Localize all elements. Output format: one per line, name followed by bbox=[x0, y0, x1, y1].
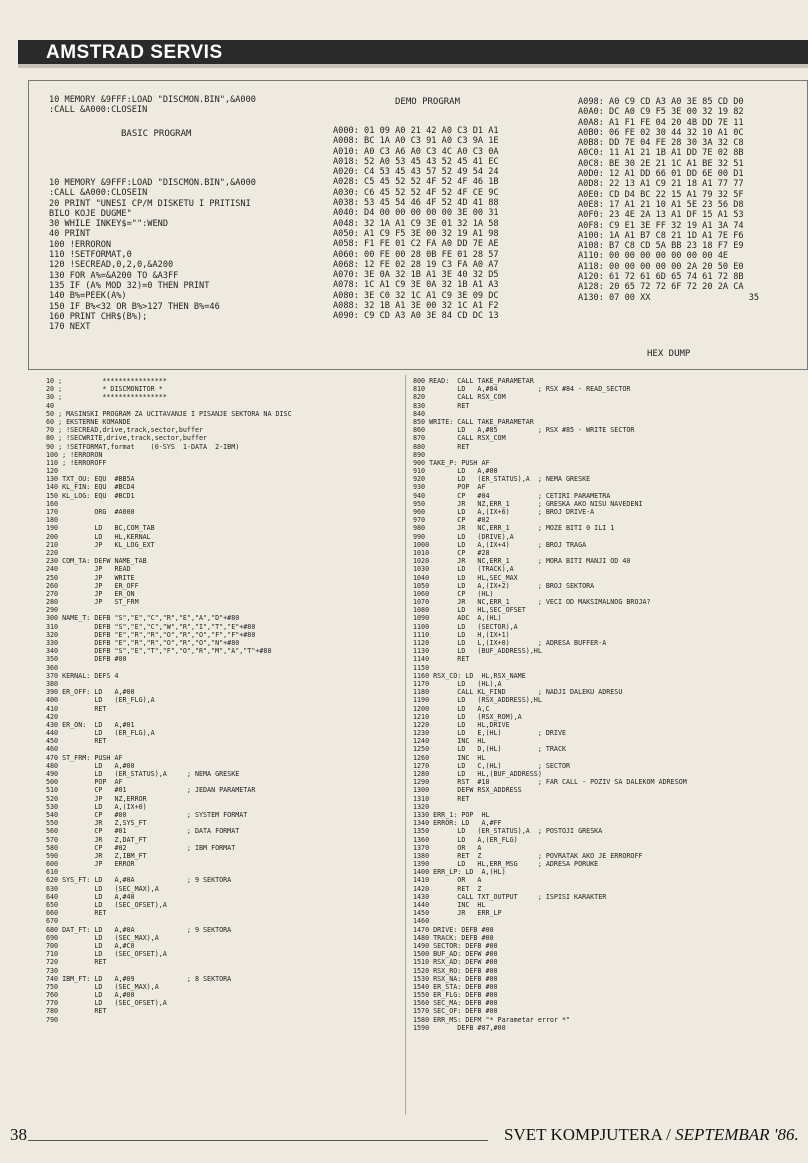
demo-hex-column: A000: 01 09 A0 21 42 A0 C3 D1 A1 A008: BC 1A A0 C3 91 A0 C3 9A 1E A010: A0 C3 A6 A0 C3 4C A0 C3 0A A018: 52 A0 53 45 43 52 45 41 EC A020: C4 53 45 43 57 52 49 54 24 A028: C5 45 52 52 4F 52 4F 46 1B A030: C6 45 52 52 4F 52 4F CE 9C A038: 53 45 54 46 4F 52 4D 41 88 A040: D4 00 00 00 00 00 3E 00 31 A048: 32 1A A1 C9 3E 01 32 1A 58 A050: A1 C9 F5 3E 00 32 19 A1 98 A058: F1 FE 01 C2 FA A0 DD 7E AE A060: 00 FE 00 28 0B FE 01 28 57 A068: 12 FE 02 28 19 C3 FA A0 A7 A070: 3E 0A 32 1B A1 3E 40 32 D5 A078: 1C A1 C9 3E 0A 32 1B A1 A3 A080: 3E C0 32 1C A1 C9 3E 09 DC A088: 32 1B A1 3E 00 32 1C A1 F2 A090: C9 CD A3 A0 3E 84 CD DC 13 bbox=[333, 126, 499, 322]
page-number: 38 bbox=[10, 1125, 27, 1144]
section-header bbox=[18, 40, 808, 68]
basic-listing-short: 10 MEMORY &9FFF:LOAD "DISCMON.BIN",&A000 :CALL &A000:CLOSEIN bbox=[49, 95, 256, 116]
hex-dump-column: A098: A0 C9 CD A3 A0 3E 85 CD D0 A0A0: DC A0 C9 F5 3E 00 32 19 82 A0A8: A1 F1 FE 04 20 4B DD 7E 11 A0B0: 06 FE 02 30 44 32 10 A1 0C A0B8: DD 7E 04 FE 28 30 3A 32 C8 A0C0: 11 A1 21 1B A1 DD 7E 02 8B A0C8: BE 30 2E 21 1C A1 BE 32 51 A0D0: 12 A1 DD 66 01 DD 6E 00 D1 A0D8: 22 13 A1 C9 21 18 A1 77 77 A0E0: CD D4 BC 22 15 A1 79 32 5F A0E8: 17 A1 21 10 A1 5E 23 56 D8 A0F0: 23 4E 2A 13 A1 DF 15 A1 53 A0F8: C9 E1 3E FF 32 19 A1 3A 74 A100: 1A A1 B7 C8 21 1D A1 7E F6 A108: B7 C8 CD 5A BB 23 18 F7 E9 A110: 00 00 00 00 00 00 00 4E A118: 00 00 00 00 00 2A 20 50 E0 A120: 61 72 61 6D 65 74 61 72 8B A128: 20 65 72 72 6F 72 20 2A CA A130: 07 00 XX 35 bbox=[578, 97, 760, 303]
section-title: AMSTRAD SERVIS bbox=[46, 42, 223, 63]
issue-date: SEPTEMBAR '86. bbox=[675, 1125, 799, 1144]
basic-program-label: BASIC PROGRAM bbox=[121, 129, 192, 139]
assembler-listing-left: 10 ; **************** 20 ; * DISCMONITOR * 30 ; **************** 40 50 ; MASINSKI PROGRAM ZA UCITAVANJE I PISANJE SEKTORA NA DISC 60 ; EKSTERNE KOMANDE 70 ; !SECREAD,drive,track,sector,buffer 80 ; !SECWRITE,drive,track,sector,buffer 90 ; !SETFORMAT,format (0-SYS 1-DATA 2-IBM) 100 ; !ERRORON 110 ; !ERROROFF 120 130 TXT_OU: EQU #BB5A 140 KL_FIN: EQU #BCD4 150 KL_LOG: EQU #BCD1 160 170 ORG #A000 180 190 LD BC,COM_TAB 200 LD HL,KERNAL 210 JP KL_LOG_EXT 220 230 COM_TA: DEFW NAME_TAB 240 JP READ 250 JP WRITE 260 JP ER_OFF 270 JP ER_ON 280 JP ST_FRM 290 300 NAME_T: DEFB "S","E","C","R","E","A","D"+#80 310 DEFB "S","E","C","W","R","I","T","E"+#80 320 DEFB "E","R","R","O","R","O","F","F"+#80 330 DEFB "E","R","R","O","R","O","N"+#80 340 DEFB "S","E","T","F","O","R","M","A","T"+#80 350 DEFB #00 360 370 KERNAL: DEFS 4 380 390 ER_OFF: LD A,#00 400 LD (ER_FLG),A 410 RET 420 430 ER_ON: LD A,#01 440 LD (ER_FLG),A 450 RET 460 470 ST_FRM: PUSH AF 480 LD A,#00 490 LD (ER_STATUS),A ; NEMA GRESKE 500 POP AF 510 CP #01 ; JEDAN PARAMETAR 520 JP NZ,ERROR 530 LD A,(IX+0) 540 CP #00 ; SYSTEM FORMAT 550 JR Z,SYS_FT 560 CP #01 ; DATA FORMAT 570 JR Z,DAT_FT 580 CP #02 ; IBM FORMAT 590 JR Z,IBM_FT 600 JP ERROR 610 620 SYS_FT: LD A,#0A ; 9 SEKTORA 630 LD (SEC_MAX),A 640 LD A,#40 650 LD (SEC_OFSET),A 660 RET 670 680 DAT_FT: LD A,#0A ; 9 SEKTORA 690 LD (SEC_MAX),A 700 LD A,#C0 710 LD (SEC_OFSET),A 720 RET 730 740 IBM_FT: LD A,#09 ; 8 SEKTORA 750 LD (SEC_MAX),A 760 LD A,#00 770 LD (SEC_OFSET),A 780 RET 790 bbox=[46, 377, 292, 1024]
footer-rule bbox=[28, 1140, 488, 1141]
assembler-listing-right: 800 READ: CALL TAKE_PARAMETAR 810 LD A,#84 ; RSX #84 - READ_SECTOR 820 CALL RSX_COM 830 RET 840 850 WRITE: CALL TAKE_PARAMETAR 860 LD A,#85 ; RSX #85 - WRITE SECTOR 870 CALL RSX_COM 880 RET 890 900 TAKE_P: PUSH AF 910 LD A,#00 920 LD (ER_STATUS),A ; NEMA GRESKE 930 POP AF 940 CP #04 ; CETIRI PARAMETRA 950 JR NZ,ERR_1 ; GRESKA AKO NISU NAVEDENI 960 LD A,(IX+6) ; BROJ DRIVE-A 970 CP #02 980 JR NC,ERR_1 ; MOZE BITI 0 ILI 1 990 LD (DRIVE),A 1000 LD A,(IX+4) ; BROJ TRAGA 1010 CP #28 1020 JR NC,ERR_1 ; MORA BITI MANJI OD 40 1030 LD (TRACK),A 1040 LD HL,SEC_MAX 1050 LD A,(IX+2) ; BROJ SEKTORA 1060 CP (HL) 1070 JR NC,ERR_1 ; VECI OD MAKSIMALNOG BROJA? 1080 LD HL,SEC_OFSET 1090 ADC A,(HL) 1100 LD (SECTOR),A 1110 LD H,(IX+1) 1120 LD L,(IX+0) ; ADRESA BUFFER-A 1130 LD (BUF_ADDRESS),HL 1140 RET 1150 1160 RSX_CO: LD HL,RSX_NAME 1170 LD (HL),A 1180 CALL KL_FIND ; NADJI DALEKU ADRESU 1190 LD (RSX_ADDRESS),HL 1200 LD A,C 1210 LD (RSX_ROM),A 1220 LD HL,DRIVE 1230 LD E,(HL) ; DRIVE 1240 INC HL 1250 LD D,(HL) ; TRACK 1260 INC HL 1270 LD C,(HL) ; SECTOR 1280 LD HL,(BUF_ADDRESS) 1290 RST #18 ; FAR CALL - POZIV SA DALEKOM ADRESOM 1300 DEFW RSX_ADDRESS 1310 RET 1320 1330 ERR_1: POP HL 1340 ERROR: LD A,#FF 1350 LD (ER_STATUS),A ; POSTOJI GRESKA 1360 LD A,(ER_FLG) 1370 OR A 1380 RET Z ; POVRATAK AKO JE ERROROFF 1390 LD HL,ERR_MSG ; ADRESA PORUKE 1400 ERR_LP: LD A,(HL) 1410 OR A 1420 RET Z 1430 CALL TXT_OUTPUT ; ISPISI KARAKTER 1440 INC HL 1450 JR ERR_LP 1460 1470 DRIVE: DEFB #00 1480 TRACK: DEFB #00 1490 SECTOR: DEFB #00 1500 BUF_AD: DEFW #00 1510 RSX_AD: DEFW #00 1520 RSX_RO: DEFB #00 1530 RSX_NA: DEFB #00 1540 ER_STA: DEFB #00 1550 ER_FLG: DEFB #00 1560 SEC_MA: DEFB #00 1570 SEC_OF: DEFB #00 1580 ERR_MS: DEFM "* Parametar error *" 1590 DEFB #07,#00 bbox=[413, 377, 687, 1032]
basic-listing: 10 MEMORY &9FFF:LOAD "DISCMON.BIN",&A000 :CALL &A000:CLOSEIN 20 PRINT "UNESI CP/M DISKETU I PRITISNI BILO KOJE DUGME" 30 WHILE INKEY$="":WEND 40 PRINT 100 !ERRORON 110 !SETFORMAT,0 120 !SECREAD,0,2,0,&A200 130 FOR A%=&A200 TO &A3FF 135 IF (A% MOD 32)=0 THEN PRINT 140 B%=PEEK(A%) 150 IF B%<32 OR B%>127 THEN B%=46 160 PRINT CHR$(B%); 170 NEXT bbox=[49, 178, 256, 333]
listing-box bbox=[28, 80, 808, 370]
demo-program-label: DEMO PROGRAM bbox=[395, 97, 461, 107]
hex-dump-label: HEX DUMP bbox=[647, 349, 691, 359]
magazine-name: SVET KOMPJUTERA bbox=[504, 1125, 662, 1144]
column-divider bbox=[405, 375, 406, 1115]
magazine-footer: SVET KOMPJUTERA / SEPTEMBAR '86. bbox=[504, 1125, 799, 1144]
